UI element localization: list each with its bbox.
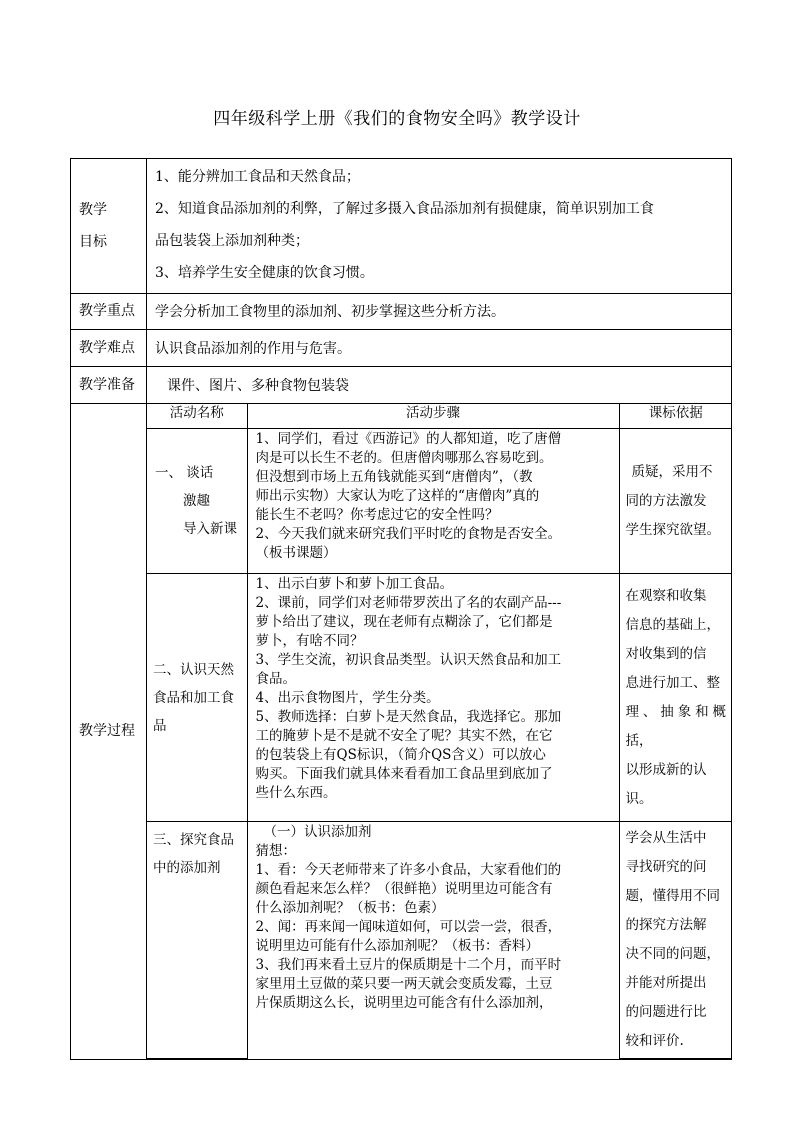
header-activity-name: 活动名称	[147, 404, 247, 429]
page-title: 四年级科学上册《我们的食物安全吗》教学设计	[213, 109, 581, 129]
step-line: 3、我们再来看土豆片的保质期是十二个月，而平时	[255, 957, 562, 973]
step-line: 萝卜，有啥不同？	[255, 633, 364, 649]
goal-line: 品包装袋上添加剂种类；	[155, 233, 309, 249]
basis-line: 理、抽象和概括，	[625, 703, 726, 749]
activity-row	[147, 822, 732, 1059]
goal-line: 1、能分辨加工食品和天然食品；	[155, 169, 360, 185]
basis-line: 决不同的问题，	[625, 946, 720, 962]
step-line: 购买。下面我们就具体来看看加工食品里到底加了	[255, 766, 553, 782]
basis-line: 题，懂得用不同	[625, 888, 720, 904]
basis-line: 学生探究欲望。	[625, 521, 720, 538]
goals-label-top: 教学	[79, 202, 107, 218]
activity-name-line: 二、认识天然	[153, 661, 234, 678]
activity-name-line: 一、 谈话	[155, 465, 214, 481]
basis-line: 息进行加工、整	[625, 674, 720, 691]
basis-line: 较和评价.	[625, 1033, 684, 1049]
step-line: 食品。	[255, 671, 296, 687]
step-line: 师出示实物）大家认为吃了这样的“唐僧肉”真的	[255, 488, 540, 504]
activity-steps	[247, 574, 619, 822]
step-line: 能长生不老吗？你考虑过它的安全性吗？	[255, 507, 499, 523]
standard-basis	[619, 429, 732, 574]
basis-line: 并能对所提出	[625, 975, 707, 991]
basis-line: 学会从生活中	[625, 830, 707, 846]
activity-name	[147, 574, 247, 822]
activity-name	[147, 429, 247, 574]
key-point-label: 教学重点	[71, 294, 147, 330]
step-line: 说明里边可能有什么添加剂呢？（板书：香料）	[255, 938, 539, 954]
step-line: 片保质期这么长，说明里边可能含有什么添加剂，	[255, 995, 553, 1011]
goals-content	[147, 159, 732, 294]
step-line: 5、教师选择：白萝卜是天然食品，我选择它。那加	[255, 709, 562, 725]
step-line: 2、课前，同学们对老师带罗茨出了名的农副产品---	[255, 595, 562, 611]
step-line: 1、看：今天老师带来了许多小食品，大家看他们的	[255, 862, 562, 878]
step-line: 2、闻：再来闻一闻味道如何，可以尝一尝，很香，	[255, 919, 562, 935]
step-line: 工的腌萝卜是不是就不安全了呢？其实不然，在它	[255, 728, 553, 744]
basis-line: 寻找研究的问	[625, 859, 707, 875]
process-content	[147, 404, 732, 1060]
difficulty-label: 教学难点	[71, 330, 147, 367]
basis-line: 识。	[625, 790, 653, 807]
standard-basis	[619, 822, 732, 1059]
goals-label	[71, 159, 147, 294]
step-line: 1、同学们，看过《西游记》的人都知道，吃了唐僧	[255, 431, 562, 447]
activity-row	[147, 574, 732, 822]
step-line: 萝卜给出了建议，现在老师有点糊涂了，它们都是	[255, 614, 553, 630]
step-line: 但没想到市场上五角钱就能买到“唐僧肉”，（教	[255, 469, 533, 485]
standard-basis	[619, 574, 732, 822]
basis-line: 以形成新的认	[625, 761, 707, 778]
goals-label-bottom: 目标	[79, 234, 107, 250]
preparation-label: 教学准备	[71, 367, 147, 404]
step-line: 颜色看起来怎么样？（很鲜艳）说明里边可能含有	[255, 881, 553, 897]
activity-name-line: 激趣	[183, 493, 210, 509]
activity-name-line: 三、探究食品	[153, 832, 234, 848]
step-line: 猜想：	[255, 843, 296, 859]
activity-name	[147, 822, 247, 1059]
basis-line: 信息的基础上，	[625, 616, 720, 633]
step-line: 些什么东西。	[255, 785, 337, 801]
activity-name-line: 食品和加工食	[153, 689, 234, 706]
step-line: （一）认识添加剂	[263, 824, 372, 840]
lesson-plan-table	[70, 158, 732, 1060]
activity-steps	[247, 822, 619, 1059]
goal-line: 2、知道食品添加剂的利弊，了解过多摄入食品添加剂有损健康，简单识别加工食	[155, 201, 654, 217]
step-line: 2、今天我们就来研究我们平时吃的食物是否安全。	[255, 526, 562, 542]
basis-line: 在观察和收集	[625, 587, 707, 604]
step-line: 的包装袋上有QS标识，（简介QS含义）可以放心	[255, 747, 546, 763]
basis-line: 质疑，采用不	[631, 463, 713, 480]
header-activity-steps: 活动步骤	[247, 404, 619, 429]
step-line: 什么添加剂呢？（板书：色素）	[255, 900, 445, 916]
difficulty-text: 认识食品添加剂的作用与危害。	[147, 330, 732, 367]
header-standard-basis: 课标依据	[619, 404, 732, 429]
activity-name-line: 中的添加剂	[153, 860, 221, 876]
basis-line: 对收集到的信	[625, 645, 707, 662]
basis-line: 同的方法激发	[625, 492, 707, 509]
activity-row	[147, 429, 732, 574]
step-line: （板书课题）	[255, 545, 337, 561]
basis-line: 的问题进行比	[625, 1004, 707, 1020]
process-label: 教学过程	[71, 404, 147, 1060]
step-line: 家里用土豆做的菜只要一两天就会变质发霉，土豆	[255, 976, 553, 992]
step-line: 1、出示白萝卜和萝卜加工食品。	[255, 576, 454, 592]
activity-name-line: 导入新课	[183, 521, 237, 537]
activity-table	[147, 404, 732, 1059]
key-point-text: 学会分析加工食物里的添加剂、初步掌握这些分析方法。	[147, 294, 732, 330]
basis-line: 的探究方法解	[625, 917, 707, 933]
activity-name-line: 品	[153, 717, 167, 734]
goal-line: 3、培养学生安全健康的饮食习惯。	[155, 265, 374, 281]
step-line: 3、学生交流，初识食品类型。认识天然食品和加工	[255, 652, 562, 668]
activity-steps	[247, 429, 619, 574]
preparation-text: 课件、图片、多种食物包装袋	[147, 367, 732, 404]
step-line: 肉是可以长生不老的。但唐僧肉哪那么容易吃到。	[255, 450, 553, 466]
step-line: 4、出示食物图片，学生分类。	[255, 690, 440, 706]
